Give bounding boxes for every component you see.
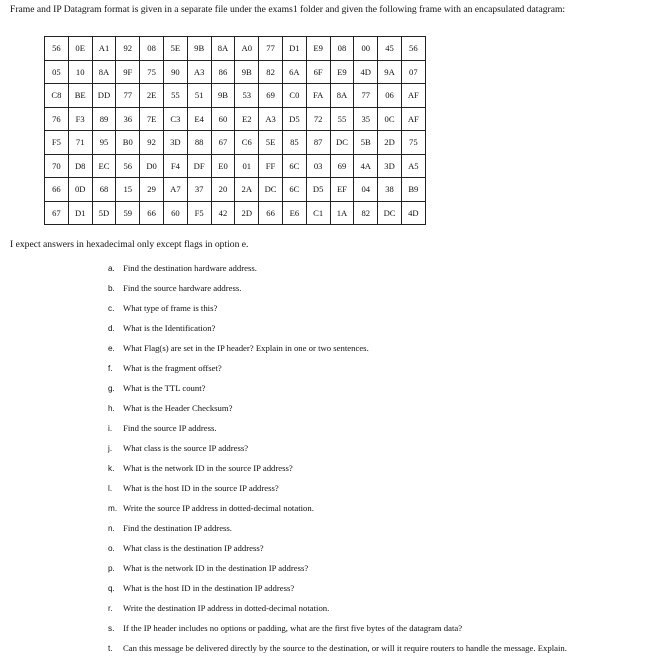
question-text: Find the source hardware address. xyxy=(123,283,242,293)
frame-byte-cell: 6F xyxy=(306,60,330,84)
frame-byte-cell: A3 xyxy=(187,60,211,84)
frame-byte-cell: 82 xyxy=(354,201,378,225)
frame-byte-cell: 3D xyxy=(163,131,187,155)
frame-byte-cell: AF xyxy=(401,84,425,108)
question-letter: a. xyxy=(108,264,115,273)
frame-byte-cell: 15 xyxy=(116,178,140,202)
frame-byte-cell: 77 xyxy=(259,37,283,61)
frame-byte-cell: 0C xyxy=(378,107,402,131)
question-item xyxy=(108,422,567,442)
question-text: If the IP header includes no options or padding, what are the first five bytes of the datagram data? xyxy=(123,623,463,633)
frame-byte-cell: E9 xyxy=(306,37,330,61)
frame-row xyxy=(45,201,426,225)
question-text: Find the destination IP address. xyxy=(123,523,232,533)
frame-byte-cell: 5E xyxy=(163,37,187,61)
frame-byte-cell: 56 xyxy=(401,37,425,61)
frame-byte-cell: C8 xyxy=(45,84,69,108)
frame-byte-cell: 06 xyxy=(378,84,402,108)
question-letter: o. xyxy=(108,544,115,553)
question-letter: h. xyxy=(108,404,115,413)
question-letter: t. xyxy=(108,644,113,653)
frame-byte-cell: 69 xyxy=(259,84,283,108)
question-letter: j. xyxy=(108,444,113,453)
frame-byte-cell: 4D xyxy=(401,201,425,225)
frame-byte-cell: 76 xyxy=(45,107,69,131)
question-item xyxy=(108,602,567,622)
frame-byte-cell: EC xyxy=(92,154,116,178)
question-text: What is the Header Checksum? xyxy=(123,403,233,413)
question-item xyxy=(108,442,567,462)
question-letter: f. xyxy=(108,364,113,373)
frame-byte-cell: 08 xyxy=(330,37,354,61)
frame-byte-cell: 56 xyxy=(116,154,140,178)
frame-byte-cell: 9B xyxy=(235,60,259,84)
frame-byte-cell: 75 xyxy=(401,131,425,155)
frame-byte-cell: 55 xyxy=(330,107,354,131)
question-letter: k. xyxy=(108,464,115,473)
question-item xyxy=(108,282,567,302)
question-item xyxy=(108,382,567,402)
frame-row xyxy=(45,154,426,178)
question-letter: r. xyxy=(108,604,113,613)
frame-row xyxy=(45,107,426,131)
instructions-note: I expect answers in hexadecimal only except flags in option e. xyxy=(10,239,249,250)
frame-byte-cell: 4D xyxy=(354,60,378,84)
frame-byte-cell: A5 xyxy=(401,154,425,178)
frame-byte-cell: 5B xyxy=(354,131,378,155)
frame-byte-cell: 67 xyxy=(45,201,69,225)
question-item xyxy=(108,402,567,422)
frame-byte-cell: A1 xyxy=(92,37,116,61)
question-letter: s. xyxy=(108,624,115,633)
frame-byte-cell: 01 xyxy=(235,154,259,178)
frame-byte-cell: 60 xyxy=(163,201,187,225)
question-letter: e. xyxy=(108,344,115,353)
frame-byte-cell: D1 xyxy=(68,201,92,225)
frame-byte-cell: 07 xyxy=(401,60,425,84)
frame-byte-cell: 66 xyxy=(45,178,69,202)
question-item xyxy=(108,322,567,342)
frame-byte-cell: 92 xyxy=(140,131,164,155)
question-text: What Flag(s) are set in the IP header? Explain in one or two sentences. xyxy=(123,343,369,353)
frame-byte-cell: 0D xyxy=(68,178,92,202)
frame-byte-cell: DC xyxy=(330,131,354,155)
question-text: What is the network ID in the destination IP address? xyxy=(123,563,309,573)
frame-byte-cell: 00 xyxy=(354,37,378,61)
frame-byte-cell: 53 xyxy=(235,84,259,108)
frame-byte-cell: 9A xyxy=(378,60,402,84)
frame-hex-table xyxy=(44,36,426,225)
frame-byte-cell: 90 xyxy=(163,60,187,84)
frame-byte-cell: E9 xyxy=(330,60,354,84)
question-item xyxy=(108,462,567,482)
frame-byte-cell: 55 xyxy=(163,84,187,108)
question-item xyxy=(108,362,567,382)
question-letter: g. xyxy=(108,384,115,393)
frame-byte-cell: 59 xyxy=(116,201,140,225)
frame-byte-cell: 3D xyxy=(378,154,402,178)
frame-byte-cell: BE xyxy=(68,84,92,108)
frame-row xyxy=(45,84,426,108)
question-text: What is the host ID in the destination IP address? xyxy=(123,583,295,593)
frame-byte-cell: 36 xyxy=(116,107,140,131)
frame-byte-cell: 9F xyxy=(116,60,140,84)
frame-byte-cell: F4 xyxy=(163,154,187,178)
frame-byte-cell: 35 xyxy=(354,107,378,131)
frame-byte-cell: C3 xyxy=(163,107,187,131)
intro-paragraph: Frame and IP Datagram format is given in a separate file under the exams1 folder and given the following frame with an encapsulated datagram: xyxy=(10,4,566,15)
frame-row xyxy=(45,37,426,61)
frame-byte-cell: E0 xyxy=(211,154,235,178)
frame-row xyxy=(45,60,426,84)
frame-byte-cell: AF xyxy=(401,107,425,131)
frame-byte-cell: C0 xyxy=(282,84,306,108)
frame-byte-cell: DD xyxy=(92,84,116,108)
frame-byte-cell: DC xyxy=(378,201,402,225)
frame-byte-cell: A7 xyxy=(163,178,187,202)
question-letter: d. xyxy=(108,324,115,333)
frame-byte-cell: 2D xyxy=(235,201,259,225)
question-item xyxy=(108,262,567,282)
question-text: What is the TTL count? xyxy=(123,383,206,393)
question-text: Find the source IP address. xyxy=(123,423,217,433)
frame-byte-cell: 9B xyxy=(187,37,211,61)
frame-byte-cell: 6C xyxy=(282,154,306,178)
question-letter: p. xyxy=(108,564,115,573)
frame-byte-cell: 69 xyxy=(330,154,354,178)
question-item xyxy=(108,642,567,662)
question-text: What class is the destination IP address? xyxy=(123,543,264,553)
question-text: What is the Identification? xyxy=(123,323,216,333)
question-letter: n. xyxy=(108,524,115,533)
frame-byte-cell: 10 xyxy=(68,60,92,84)
frame-byte-cell: B9 xyxy=(401,178,425,202)
frame-byte-cell: 08 xyxy=(140,37,164,61)
question-list xyxy=(108,262,567,662)
question-item xyxy=(108,562,567,582)
frame-byte-cell: 03 xyxy=(306,154,330,178)
frame-byte-cell: 85 xyxy=(282,131,306,155)
question-letter: l. xyxy=(108,484,113,493)
frame-byte-cell: EF xyxy=(330,178,354,202)
frame-byte-cell: 5E xyxy=(259,131,283,155)
frame-byte-cell: D8 xyxy=(68,154,92,178)
question-letter: q. xyxy=(108,584,115,593)
question-text: What is the network ID in the source IP address? xyxy=(123,463,293,473)
frame-byte-cell: 05 xyxy=(45,60,69,84)
question-text: What is the host ID in the source IP address? xyxy=(123,483,279,493)
frame-byte-cell: 38 xyxy=(378,178,402,202)
frame-byte-cell: 1A xyxy=(330,201,354,225)
frame-byte-cell: 71 xyxy=(68,131,92,155)
question-text: Can this message be delivered directly by the source to the destination, or will it require routers to handle the message. Explain. xyxy=(123,643,567,653)
frame-byte-cell: 82 xyxy=(259,60,283,84)
frame-byte-cell: 6C xyxy=(282,178,306,202)
frame-byte-cell: 70 xyxy=(45,154,69,178)
frame-byte-cell: DF xyxy=(187,154,211,178)
frame-byte-cell: E6 xyxy=(282,201,306,225)
frame-byte-cell: 29 xyxy=(140,178,164,202)
question-text: What type of frame is this? xyxy=(123,303,218,313)
frame-row xyxy=(45,178,426,202)
question-item xyxy=(108,582,567,602)
frame-byte-cell: F5 xyxy=(45,131,69,155)
frame-byte-cell: 42 xyxy=(211,201,235,225)
frame-byte-cell: 37 xyxy=(187,178,211,202)
frame-byte-cell: 77 xyxy=(354,84,378,108)
question-text: Write the source IP address in dotted-decimal notation. xyxy=(123,503,314,513)
question-item xyxy=(108,522,567,542)
frame-byte-cell: C6 xyxy=(235,131,259,155)
frame-byte-cell: 68 xyxy=(92,178,116,202)
frame-byte-cell: 8A xyxy=(92,60,116,84)
frame-byte-cell: E4 xyxy=(187,107,211,131)
frame-byte-cell: D0 xyxy=(140,154,164,178)
question-item xyxy=(108,622,567,642)
frame-byte-cell: 95 xyxy=(92,131,116,155)
frame-byte-cell: F5 xyxy=(187,201,211,225)
question-item xyxy=(108,302,567,322)
frame-byte-cell: 66 xyxy=(259,201,283,225)
frame-byte-cell: 51 xyxy=(187,84,211,108)
question-item xyxy=(108,542,567,562)
question-item xyxy=(108,482,567,502)
frame-byte-cell: 5D xyxy=(92,201,116,225)
frame-byte-cell: 0E xyxy=(68,37,92,61)
frame-byte-cell: 77 xyxy=(116,84,140,108)
question-item xyxy=(108,502,567,522)
frame-byte-cell: DC xyxy=(259,178,283,202)
frame-byte-cell: F3 xyxy=(68,107,92,131)
question-letter: b. xyxy=(108,284,115,293)
frame-byte-cell: 75 xyxy=(140,60,164,84)
frame-byte-cell: FA xyxy=(306,84,330,108)
frame-byte-cell: 89 xyxy=(92,107,116,131)
question-item xyxy=(108,342,567,362)
frame-byte-cell: 45 xyxy=(378,37,402,61)
frame-row xyxy=(45,131,426,155)
frame-byte-cell: 8A xyxy=(211,37,235,61)
frame-byte-cell: FF xyxy=(259,154,283,178)
frame-byte-cell: A0 xyxy=(235,37,259,61)
frame-byte-cell: 87 xyxy=(306,131,330,155)
frame-byte-cell: B0 xyxy=(116,131,140,155)
frame-byte-cell: 6A xyxy=(282,60,306,84)
frame-byte-cell: D1 xyxy=(282,37,306,61)
frame-byte-cell: 2E xyxy=(140,84,164,108)
frame-byte-cell: D5 xyxy=(282,107,306,131)
frame-byte-cell: 4A xyxy=(354,154,378,178)
frame-byte-cell: 2D xyxy=(378,131,402,155)
frame-byte-cell: 7E xyxy=(140,107,164,131)
frame-byte-cell: 2A xyxy=(235,178,259,202)
frame-byte-cell: 60 xyxy=(211,107,235,131)
question-letter: i. xyxy=(108,424,113,433)
frame-byte-cell: D5 xyxy=(306,178,330,202)
question-text: Write the destination IP address in dotted-decimal notation. xyxy=(123,603,330,613)
question-text: Find the destination hardware address. xyxy=(123,263,257,273)
frame-byte-cell: 66 xyxy=(140,201,164,225)
frame-byte-cell: 56 xyxy=(45,37,69,61)
frame-byte-cell: E2 xyxy=(235,107,259,131)
frame-byte-cell: 8A xyxy=(330,84,354,108)
frame-byte-cell: C1 xyxy=(306,201,330,225)
frame-byte-cell: A3 xyxy=(259,107,283,131)
question-letter: c. xyxy=(108,304,115,313)
frame-byte-cell: 67 xyxy=(211,131,235,155)
question-letter: m. xyxy=(108,504,118,513)
frame-byte-cell: 04 xyxy=(354,178,378,202)
question-text: What is the fragment offset? xyxy=(123,363,222,373)
frame-byte-cell: 20 xyxy=(211,178,235,202)
frame-byte-cell: 88 xyxy=(187,131,211,155)
frame-byte-cell: 9B xyxy=(211,84,235,108)
frame-byte-cell: 86 xyxy=(211,60,235,84)
frame-byte-cell: 72 xyxy=(306,107,330,131)
frame-byte-cell: 92 xyxy=(116,37,140,61)
question-text: What class is the source IP address? xyxy=(123,443,249,453)
